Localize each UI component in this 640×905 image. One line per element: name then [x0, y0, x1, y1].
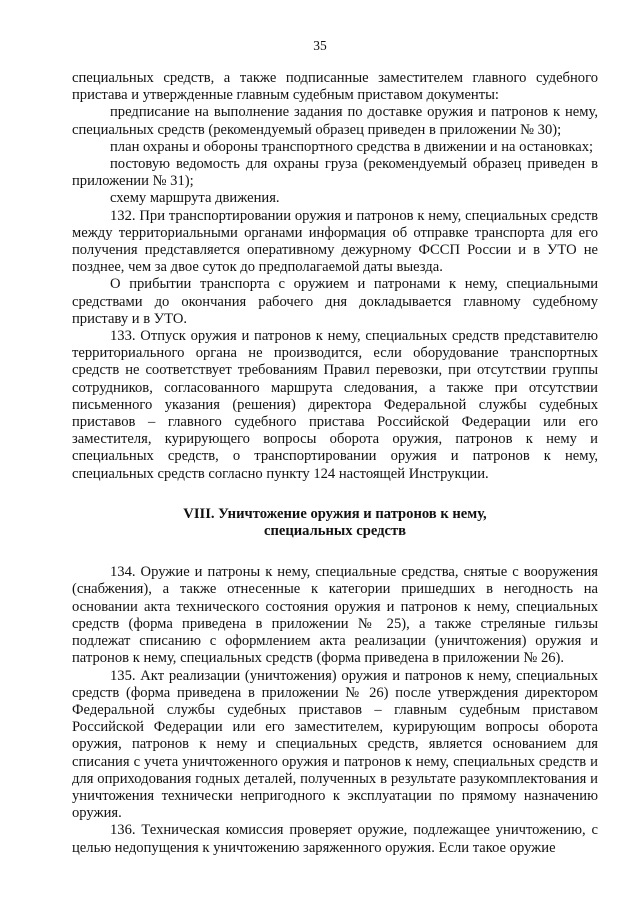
paragraph: схему маршрута движения.	[110, 190, 280, 207]
paragraph: предписание на выполнение задания по доставке оружия и патронов к нему, специальных средств (рекомендуемый образец приведен в приложении № 30);	[72, 104, 598, 138]
section-heading-line: VIII. Уничтожение оружия и патронов к нему,	[183, 505, 487, 522]
paragraph-135: 135. Акт реализации (уничтожения) оружия и патронов к нему, специальных средств (форма приведена в приложении № 26) после утверждения директором Федеральной службы судебных приставов – главным судебным приставом Российской Федерации или его заместителем, курирующим вопросы оборота оружия, патронов к нему и специальных средств, является основанием для списания с учета уничтоженного оружия и патронов к нему, специальных средств и для оприходования годных деталей, полученных в результате разукомплектования и уничтожения технически непригодного к эксплуатации по прямому назначению оружия.	[72, 667, 598, 822]
paragraph-133: 133. Отпуск оружия и патронов к нему, специальных средств представителю территориального органа не производится, если оборудование транспортных средств не соответствует требованиям Правил перевозки, при отсутствии группы сотрудников, согласованного маршрута следования, а также при отсутствии письменного указания (решения) директора Федеральной службы судебных приставов – главного судебного пристава Российской Федерации или его заместителя, курирующего вопросы оборота оружия, патронов к нему и специальных средств, о транспортировании оружия и патронов к нему, специальных средств согласно пункту 124 настоящей Инструкции.	[72, 328, 598, 482]
section-heading-line: специальных средств	[263, 523, 407, 540]
paragraph: постовую ведомость для охраны груза (рекомендуемый образец приведен в приложении № 31);	[72, 156, 598, 190]
page-number: 35	[313, 38, 327, 53]
paragraph: О прибытии транспорта с оружием и патронами к нему, специальными средствами до окончания рабочего дня докладывается главному судебному приставу и в УТО.	[72, 276, 598, 327]
paragraph-136: 136. Техническая комиссия проверяет оружие, подлежащее уничтожению, с целью недопущения к уничтожению заряженного оружия. Если такое оружие	[72, 822, 598, 856]
paragraph-134: 134. Оружие и патроны к нему, специальные средства, снятые с вооружения (снабжения), а также отнесенные к категории пришедших в негодность на основании акта технического состояния оружия и патронов к нему, специальных средств (форма приведена в приложении № 25), а также стреляные гильзы подлежат списанию с оформлением акта реализации (уничтожения) оружия и патронов к нему, специальных средств (форма приведена в приложении № 26).	[72, 564, 598, 667]
paragraph-132: 132. При транспортировании оружия и патронов к нему, специальных средств между территориальными органами информация об отправке транспорта для его получения представляется оперативному дежурному ФССП России и в УТО не позднее, чем за двое суток до предполагаемой даты выезда.	[72, 207, 598, 276]
section-heading	[72, 506, 598, 540]
paragraph: план охраны и обороны транспортного средства в движении и на остановках;	[110, 138, 594, 155]
paragraph: специальных средств, а также подписанные заместителем главного судебного пристава и утвержденные главным судебным приставом документы:	[72, 70, 598, 104]
document-body	[72, 70, 598, 857]
